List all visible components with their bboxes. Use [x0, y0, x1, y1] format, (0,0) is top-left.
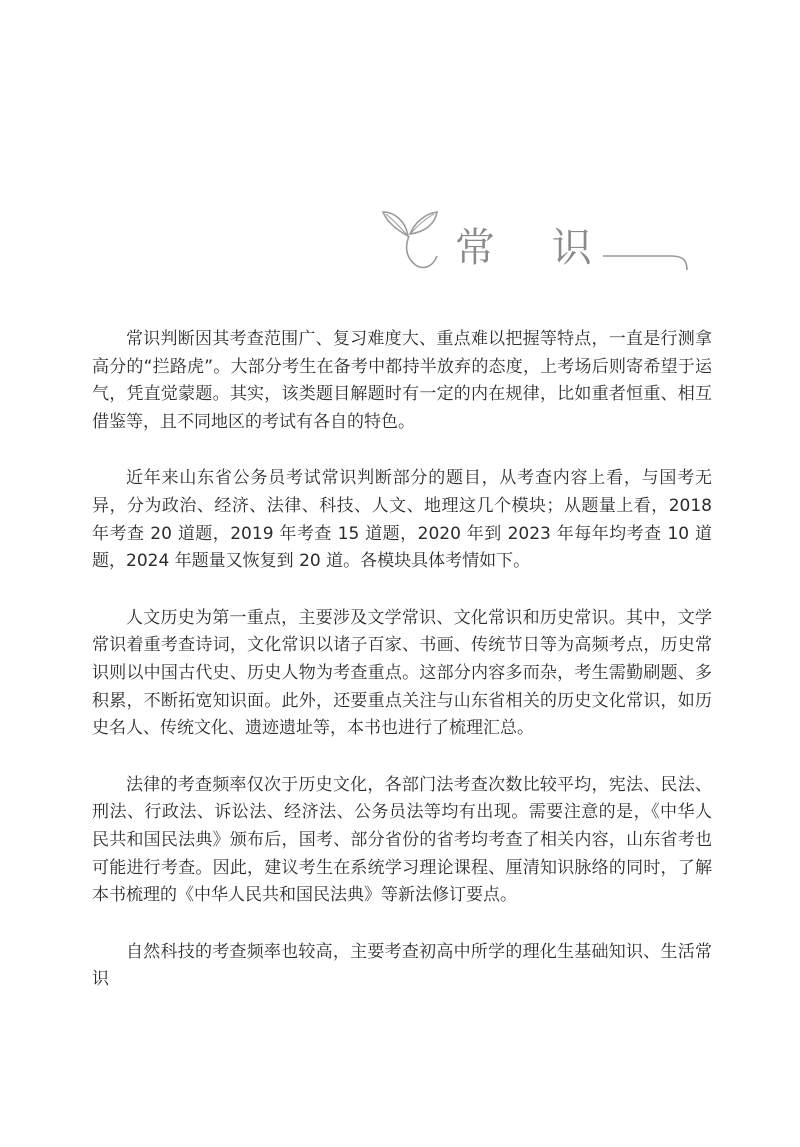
paragraph-exam-overview: 近年来山东省公务员考试常识判断部分的题目，从考查内容上看，与国考无异，分为政治、经济、法律、科技、人文、地理这几个模块；从题量上看，2018 年考查 20 道题，2019 年考查 15 道题，2020 年到 2023 年每年均考查 10 道题，2024 年题量又恢复到 20 道。各模块具体考情如下。 — [92, 468, 712, 572]
body-text — [92, 326, 712, 1023]
section-header — [375, 200, 695, 280]
paragraph-law: 法律的考查频率仅次于历史文化，各部门法考查次数比较平均，宪法、民法、刑法、行政法、诉讼法、经济法、公务员法等均有出现。需要注意的是，《中华人民共和国民法典》颁布后，国考、部分省份的省考均考查了相关内容，山东省考也可能进行考查。因此，建议考生在系统学习理论课程、厘清知识脉络的同时，了解本书梳理的《中华人民共和国民法典》等新法修订要点。 — [92, 774, 712, 906]
paragraph-intro: 常识判断因其考查范围广、复习难度大、重点难以把握等特点，一直是行测拿高分的“拦路虎”。大部分考生在备考中都持半放弃的态度，上考场后则寄希望于运气，凭直觉蒙题。其实，该类题目解题时有一定的内在规律，比如重者恒重、相互借鉴等，且不同地区的考试有各自的特色。 — [92, 329, 712, 432]
section-title: 常 识 — [455, 225, 614, 271]
paragraph-humanities-history: 人文历史为第一重点，主要涉及文学常识、文化常识和历史常识。其中，文学常识着重考查诗词，文化常识以诸子百家、书画、传统节日等为高频考点，历史常识则以中国古代史、历史人物为考查重点。这部分内容多而杂，考生需勤刷题、多积累，不断拓宽知识面。此外，还要重点关注与山东省相关的历史文化常识，如历史名人、传统文化、遗迹遗址等，本书也进行了梳理汇总。 — [92, 607, 712, 739]
paragraph-science-tech: 自然科技的考查频率也较高，主要考查初高中所学的理化生基础知识、生活常识 — [92, 941, 712, 990]
